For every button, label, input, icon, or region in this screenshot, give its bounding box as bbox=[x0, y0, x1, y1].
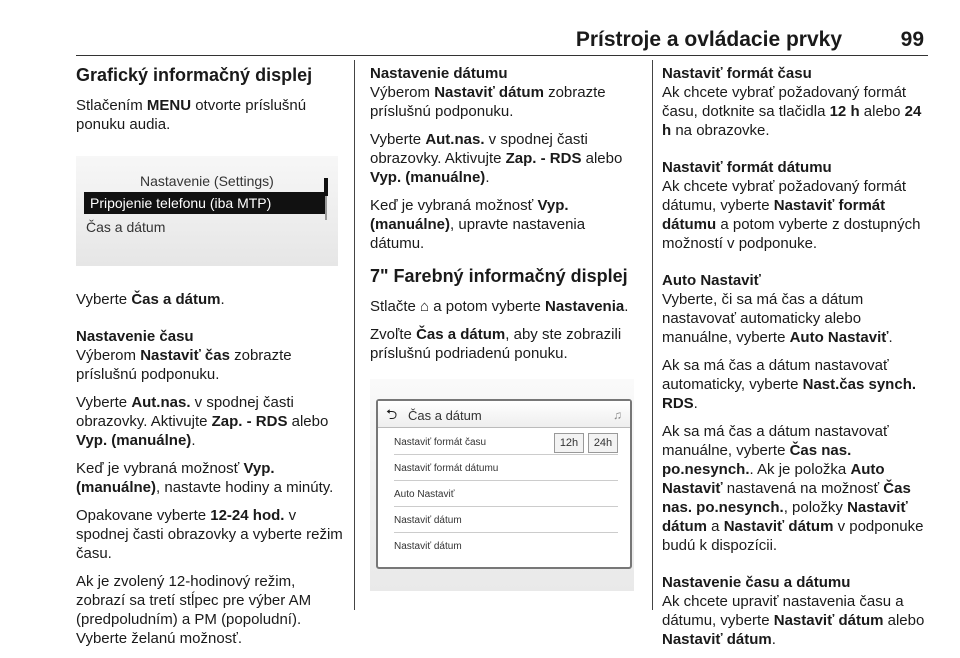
paragraph: Ak je zvolený 12-hodinový režim, zobrazí sa tretí stĺpec pre výber AM (predpoludním) a PM (popoludní). Vyberte želanú možnosť. bbox=[76, 573, 312, 647]
paragraph: Zvoľte Čas a dátum, aby ste zobrazili príslušnú podriadenú ponuku. bbox=[370, 326, 622, 362]
header-rule bbox=[76, 55, 928, 56]
paragraph: Nastavenie času Výberom Nastaviť čas zobrazte príslušnú podponuku. bbox=[76, 327, 344, 384]
screen-frame bbox=[376, 399, 632, 569]
screen-row: Nastaviť formát dátumu bbox=[394, 457, 618, 481]
screen-row: Nastaviť formát času 12h 24h bbox=[394, 431, 618, 455]
paragraph: Vyberte Aut.nas. v spodnej časti obrazovky. Aktivujte Zap. - RDS alebo Vyp. (manuálne). bbox=[370, 131, 623, 186]
date-time-screen-image bbox=[370, 379, 634, 591]
paragraph: Nastavenie dátumu Výberom Nastaviť dátum zobrazte príslušnú podponuku. bbox=[370, 64, 640, 121]
paragraph: Nastavenie času a dátumu Ak chcete upraviť nastavenia času a dátumu, vyberte Nastaviť dátum alebo Nastaviť dátum. bbox=[662, 573, 930, 649]
page-number: 99 bbox=[900, 28, 924, 51]
paragraph: Ak sa má čas a dátum nastavovať manuálne, vyberte Čas nas. po.nesynch.. Ak je položka Auto Nastaviť nastavená na možnosť Čas nas. po.nesynch., položky Nastaviť dátum a Nastaviť dátum v podponuke budú k dispozícii. bbox=[662, 423, 924, 554]
column-divider-1 bbox=[354, 60, 355, 610]
column-1 bbox=[76, 64, 344, 657]
paragraph: Stlačením MENU otvorte príslušnú ponuku audia. bbox=[76, 97, 307, 133]
scrollbar-track bbox=[325, 196, 327, 220]
screen-selected-item: Pripojenie telefonu (iba MTP) bbox=[84, 192, 326, 214]
subsection-heading: Auto Nastaviť bbox=[662, 272, 761, 289]
paragraph: Nastaviť formát času Ak chcete vybrať požadovaný formát času, dotknite sa tlačidla 12 h alebo 24 h na obrazovke. bbox=[662, 64, 930, 140]
screen-title: Nastavenie (Settings) bbox=[140, 173, 274, 189]
settings-screen-image bbox=[76, 156, 338, 266]
scrollbar-thumb bbox=[324, 178, 328, 196]
screen-item: Čas a dátum bbox=[86, 219, 166, 235]
paragraph: Vyberte Čas a dátum. bbox=[76, 291, 225, 308]
12h-button: 12h bbox=[554, 433, 584, 453]
subsection-heading: Nastavenie dátumu bbox=[370, 65, 508, 82]
paragraph: Auto Nastaviť Vyberte, či sa má čas a dátum nastavovať automaticky alebo manuálne, vyberte Auto Nastaviť. bbox=[662, 271, 930, 347]
screen-title: Čas a dátum bbox=[408, 408, 482, 423]
subsection-heading: Nastavenie času bbox=[76, 328, 194, 345]
section-heading: 7" Farebný informačný displej bbox=[370, 266, 628, 286]
music-note-icon: ♫ bbox=[613, 408, 622, 422]
paragraph: Opakovane vyberte 12-24 hod. v spodnej časti obrazovky a vyberte režim času. bbox=[76, 507, 343, 562]
paragraph: Keď je vybraná možnosť Vyp. (manuálne), nastavte hodiny a minúty. bbox=[76, 460, 334, 496]
subsection-heading: Nastaviť formát dátumu bbox=[662, 159, 832, 176]
page-header bbox=[76, 28, 928, 52]
home-icon: ⌂ bbox=[420, 298, 430, 315]
subsection-heading: Nastaviť formát času bbox=[662, 65, 812, 82]
header-title: Prístroje a ovládacie prvky bbox=[575, 28, 842, 51]
screen-row: Nastaviť dátum bbox=[394, 509, 618, 533]
screen-title-bar bbox=[378, 401, 630, 428]
column-divider-2 bbox=[652, 60, 653, 610]
paragraph: Stlačte ⌂ a potom vyberte Nastavenia. bbox=[370, 298, 629, 315]
column-3 bbox=[662, 64, 930, 658]
back-arrow-icon: ⮌ bbox=[386, 406, 398, 422]
paragraph: Keď je vybraná možnosť Vyp. (manuálne), upravte nastavenia dátumu. bbox=[370, 197, 586, 252]
paragraph: Nastaviť formát dátumu Ak chcete vybrať požadovaný formát dátumu, vyberte Nastaviť formát dátumu a potom vyberte z dostupných možností v podponuke. bbox=[662, 158, 930, 253]
24h-button: 24h bbox=[588, 433, 618, 453]
screen-row: Auto Nastaviť bbox=[394, 483, 618, 507]
paragraph: Ak sa má čas a dátum nastavovať automaticky, vyberte Nast.čas synch. RDS. bbox=[662, 357, 917, 412]
column-2 bbox=[370, 64, 640, 591]
screen-row: Nastaviť dátum bbox=[394, 541, 462, 552]
paragraph: Vyberte Aut.nas. v spodnej časti obrazovky. Aktivujte Zap. - RDS alebo Vyp. (manuálne). bbox=[76, 394, 329, 449]
section-heading: Grafický informačný displej bbox=[76, 65, 313, 85]
subsection-heading: Nastavenie času a dátumu bbox=[662, 574, 851, 591]
